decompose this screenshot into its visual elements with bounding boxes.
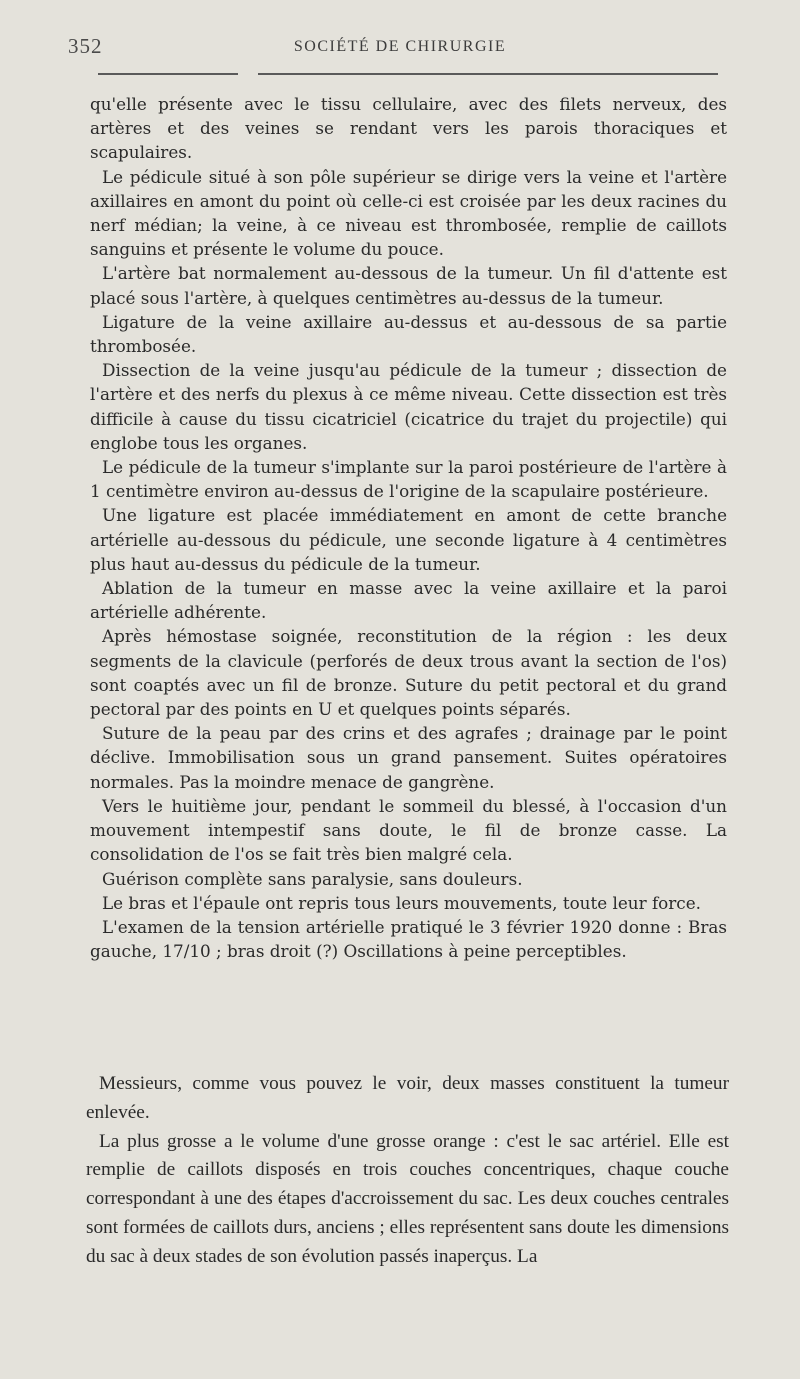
case-report-text xyxy=(90,92,727,963)
running-head: SOCIÉTÉ DE CHIRURGIE xyxy=(293,38,507,55)
paragraph: Le pédicule situé à son pôle supérieur se dirige vers la veine et l'artère axillaires en amont du point où celle-ci est croisée par les deux racines du nerf médian; la veine, à ce niveau est thrombosée, remplie de caillots sanguins et présente le volume du pouce. xyxy=(90,166,727,260)
paragraph: Le pédicule de la tumeur s'implante sur la paroi postérieure de l'artère à 1 centimètre environ au-dessus de l'origine de la scapulaire postérieure. xyxy=(90,457,727,502)
header-rule-left xyxy=(98,73,238,75)
paragraph: Après hémostase soignée, reconstitution de la région : les deux segments de la clavicule (perforés de deux trous avant la section de l'os) sont coaptés avec un fil de bronze. Suture du petit pectoral et du grand pectoral par des points en U et quelques points séparés. xyxy=(90,626,727,720)
paragraph: Vers le huitième jour, pendant le sommeil du blessé, à l'occasion d'un mouvement intempestif sans doute, le fil de bronze casse. La consolidation de l'os se fait très bien malgré cela. xyxy=(90,795,727,865)
paragraph: Dissection de la veine jusqu'au pédicule de la tumeur ; dissection de l'artère et des nerfs du plexus à ce même niveau. Cette dissection est très difficile à cause du tissu cicatriciel (cicatrice du trajet du projectile) qui englobe tous les organes. xyxy=(90,360,727,453)
page-number: 352 xyxy=(68,34,103,58)
paragraph: Suture de la peau par des crins et des agrafes ; drainage par le point déclive. Immobilisation sous un grand pansement. Suites opératoires normales. Pas la moindre menace de gangrène. xyxy=(90,723,727,792)
paragraph: Le bras et l'épaule ont repris tous leurs mouvements, toute leur force. xyxy=(102,892,701,913)
paragraph: L'examen de la tension artérielle pratiqué le 3 février 1920 donne : Bras gauche, 17/10 ; bras droit (?) Oscillations à peine perceptibles. xyxy=(90,916,727,962)
lecture-text xyxy=(86,1070,729,1272)
paragraph: Guérison complète sans paralysie, sans douleurs. xyxy=(102,868,523,889)
header-rule-right xyxy=(258,73,718,75)
paragraph: Messieurs, comme vous pouvez le voir, deux masses constituent la tumeur enlevée. xyxy=(86,1073,729,1123)
paragraph: Une ligature est placée immédiatement en amont de cette branche artérielle au-dessous du pédicule, une seconde ligature à 4 centimètres plus haut au-dessus du pédicule de la tumeur. xyxy=(90,505,727,574)
paragraph: Ablation de la tumeur en masse avec la veine axillaire et la paroi artérielle adhérente. xyxy=(90,578,727,623)
paragraph: qu'elle présente avec le tissu cellulaire, avec des filets nerveux, des artères et des veines se rendant vers les parois thoraciques et scapulaires. xyxy=(90,94,727,163)
paragraph: La plus grosse a le volume d'une grosse orange : c'est le sac artériel. Elle est remplie de caillots disposés en trois couches concentriques, chaque couche correspondant à une des étapes d'accroissement du sac. Les deux couches centrales sont formées de caillots durs, anciens ; elles représentent sans doute les dimensions du sac à deux stades de son évolution passés inaperçus. La xyxy=(86,1130,729,1267)
paragraph: L'artère bat normalement au-dessous de la tumeur. Un fil d'attente est placé sous l'artère, à quelques centimètres au-dessus de la tumeur. xyxy=(90,263,727,308)
paragraph: Ligature de la veine axillaire au-dessus et au-dessous de sa partie thrombosée. xyxy=(90,311,727,357)
